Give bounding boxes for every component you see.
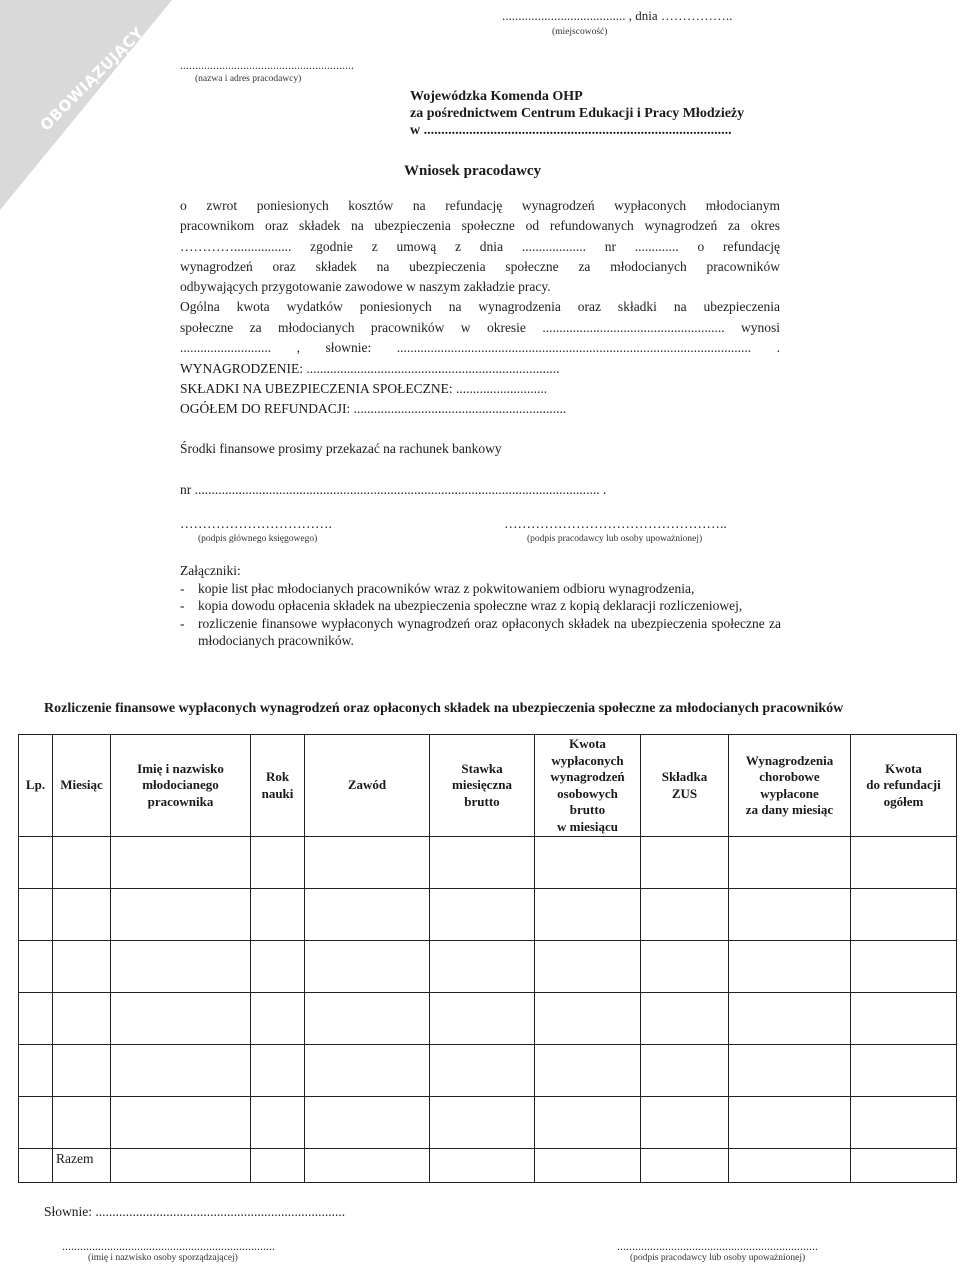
table-cell bbox=[641, 837, 729, 889]
column-header-month: Miesiąc bbox=[53, 735, 111, 837]
in-words-line: Słownie: .......................................................................... bbox=[44, 1204, 346, 1219]
table-cell bbox=[729, 941, 851, 993]
list-dash: - bbox=[180, 580, 185, 596]
table-row bbox=[19, 889, 957, 941]
total-row-label-cell bbox=[53, 1149, 111, 1183]
table-cell bbox=[305, 837, 430, 889]
list-dash: - bbox=[180, 615, 185, 631]
table-cell bbox=[535, 941, 641, 993]
total-row-cell bbox=[535, 1149, 641, 1183]
table-cell bbox=[251, 993, 305, 1045]
column-header-year: Rok nauki bbox=[251, 735, 305, 837]
employer-footer-dots: ................................................................... bbox=[617, 1239, 818, 1253]
table-cell bbox=[305, 889, 430, 941]
table-cell bbox=[111, 889, 251, 941]
table-cell bbox=[430, 1097, 535, 1149]
table-cell bbox=[851, 837, 957, 889]
table-cell bbox=[851, 1045, 957, 1097]
table-cell bbox=[535, 1045, 641, 1097]
chief-accountant-caption: (podpis głównego księgowego) bbox=[198, 534, 318, 544]
table-cell bbox=[111, 941, 251, 993]
place-date-line: ...................................... , dnia …………….. bbox=[502, 8, 733, 23]
table-cell bbox=[535, 837, 641, 889]
contributions-line: SKŁADKI NA UBEZPIECZENIA SPOŁECZNE: ........................... bbox=[180, 381, 548, 396]
table-cell bbox=[851, 1097, 957, 1149]
employer-dots: .......................................................... bbox=[180, 58, 354, 72]
stamp-text: OBOWIĄZUJĄCY bbox=[36, 23, 148, 135]
attachment-text: kopia dowodu opłacenia składek na ubezpieczenia społeczne wraz z kopią deklaracji rozliczeniowej, bbox=[198, 598, 743, 613]
table-cell bbox=[641, 889, 729, 941]
request-line: społeczne za młodocianych pracowników w okresie ...................................................... wynosi bbox=[180, 319, 780, 335]
table-cell bbox=[251, 1045, 305, 1097]
table-cell bbox=[851, 993, 957, 1045]
table-cell bbox=[535, 1097, 641, 1149]
attachments-block bbox=[180, 562, 781, 650]
total-label: Razem bbox=[56, 1151, 94, 1166]
addressee-block bbox=[410, 88, 744, 139]
place-caption: (miejscowość) bbox=[552, 27, 608, 37]
table-total-row bbox=[19, 1149, 957, 1183]
table-cell bbox=[535, 889, 641, 941]
request-line: odbywających przygotowanie zawodowe w naszym zakładzie pracy. bbox=[180, 279, 551, 295]
table-cell bbox=[641, 1097, 729, 1149]
total-row-cell bbox=[851, 1149, 957, 1183]
table-row bbox=[19, 993, 957, 1045]
employer-signature-caption: (podpis pracodawcy lub osoby upoważnionej) bbox=[527, 534, 703, 544]
table-cell bbox=[251, 837, 305, 889]
table-cell bbox=[729, 889, 851, 941]
chief-accountant-dots: ……………………………. bbox=[180, 516, 332, 531]
attachments-heading: Załączniki: bbox=[180, 563, 241, 578]
column-header-lp: Lp. bbox=[19, 735, 53, 837]
table-cell bbox=[251, 941, 305, 993]
table-cell bbox=[305, 941, 430, 993]
request-line: …………................. zgodnie z umową z dnia ................... nr ............. o refundację bbox=[180, 238, 780, 254]
preparer-caption: (imię i nazwisko osoby sporządzającej) bbox=[88, 1253, 238, 1263]
table-cell bbox=[729, 1097, 851, 1149]
table-cell bbox=[729, 837, 851, 889]
total-row-cell bbox=[251, 1149, 305, 1183]
attachment-item bbox=[180, 580, 781, 598]
document-title: Wniosek pracodawcy bbox=[404, 163, 542, 179]
table-cell bbox=[19, 993, 53, 1045]
total-row-cell bbox=[305, 1149, 430, 1183]
table-cell bbox=[53, 837, 111, 889]
table-row bbox=[19, 1045, 957, 1097]
bank-request: Środki finansowe prosimy przekazać na rachunek bankowy bbox=[180, 441, 502, 456]
column-header-rate: Stawka miesięczna brutto bbox=[430, 735, 535, 837]
table-cell bbox=[53, 941, 111, 993]
table-row bbox=[19, 837, 957, 889]
request-line: o zwrot poniesionych kosztów na refundację wynagrodzeń wypłaconych młodocianym bbox=[180, 198, 780, 213]
request-line: pracownikom oraz składek na ubezpieczenia społeczne od refundowanych wynagrodzeń za okres bbox=[180, 218, 780, 234]
table-row bbox=[19, 1097, 957, 1149]
total-row-cell bbox=[430, 1149, 535, 1183]
column-header-refund-total: Kwota do refundacji ogółem bbox=[851, 735, 957, 837]
table-cell bbox=[430, 1045, 535, 1097]
table-cell bbox=[430, 889, 535, 941]
table-cell bbox=[430, 993, 535, 1045]
column-header-name: Imię i nazwisko młodocianego pracownika bbox=[111, 735, 251, 837]
settlement-title: Rozliczenie finansowe wypłaconych wynagrodzeń oraz opłaconych składek na ubezpieczenia społeczne za młodocianych pracowników bbox=[44, 701, 844, 716]
table-cell bbox=[851, 889, 957, 941]
total-row-cell bbox=[729, 1149, 851, 1183]
request-line: wynagrodzeń oraz składek na ubezpieczenia społeczne za młodocianych pracowników bbox=[180, 258, 780, 274]
table-cell bbox=[430, 837, 535, 889]
table-cell bbox=[53, 889, 111, 941]
total-row-lp-cell bbox=[19, 1149, 53, 1183]
request-line: ........................... , słownie: ......................................................................................................... . bbox=[180, 340, 780, 356]
table-cell bbox=[305, 1045, 430, 1097]
table-cell bbox=[111, 993, 251, 1045]
table-cell bbox=[305, 993, 430, 1045]
table-cell bbox=[111, 1097, 251, 1149]
table-cell bbox=[53, 993, 111, 1045]
table-cell bbox=[19, 941, 53, 993]
table-cell bbox=[729, 993, 851, 1045]
total-row-cell bbox=[641, 1149, 729, 1183]
attachment-text: rozliczenie finansowe wypłaconych wynagrodzeń oraz opłaconych składek na ubezpieczenia społeczne za młodocianych pracowników. bbox=[198, 615, 781, 648]
table-cell bbox=[729, 1045, 851, 1097]
employer-caption: (nazwa i adres pracodawcy) bbox=[195, 74, 302, 84]
preparer-dots: ....................................................................... bbox=[62, 1239, 275, 1253]
table-cell bbox=[535, 993, 641, 1045]
addressee-line-1: Wojewódzka Komenda OHP bbox=[410, 89, 583, 104]
table-cell bbox=[430, 941, 535, 993]
addressee-line-3: w ........................................................................................ bbox=[410, 123, 732, 138]
list-dash: - bbox=[180, 598, 185, 613]
table-cell bbox=[53, 1045, 111, 1097]
column-header-profession: Zawód bbox=[305, 735, 430, 837]
table-cell bbox=[19, 1045, 53, 1097]
employer-footer-caption: (podpis pracodawcy lub osoby upoważnionej) bbox=[630, 1253, 806, 1263]
column-header-sick-pay: Wynagrodzenia chorobowe wypłacone za dany miesiąc bbox=[729, 735, 851, 837]
table-cell bbox=[251, 889, 305, 941]
settlement-table bbox=[18, 734, 957, 1183]
table-cell bbox=[641, 1045, 729, 1097]
bank-account-line: nr ........................................................................................................................ . bbox=[180, 482, 607, 497]
table-cell bbox=[305, 1097, 430, 1149]
wages-line: WYNAGRODZENIE: ........................................................................... bbox=[180, 361, 560, 376]
table-cell bbox=[19, 889, 53, 941]
table-cell bbox=[111, 837, 251, 889]
table-cell bbox=[19, 837, 53, 889]
attachment-item bbox=[180, 597, 781, 615]
employer-signature-dots: ………………………………………….. bbox=[504, 516, 727, 531]
table-header-row bbox=[19, 735, 957, 837]
table-cell bbox=[641, 993, 729, 1045]
attachment-text: kopie list płac młodocianych pracowników wraz z pokwitowaniem odbioru wynagrodzenia, bbox=[198, 580, 695, 596]
addressee-line-2: za pośrednictwem Centrum Edukacji i Pracy Młodzieży bbox=[410, 106, 745, 121]
corner-stamp bbox=[0, 0, 175, 210]
column-header-zus: Składka ZUS bbox=[641, 735, 729, 837]
table-cell bbox=[641, 941, 729, 993]
table-cell bbox=[53, 1097, 111, 1149]
request-line: Ogólna kwota wydatków poniesionych na wynagrodzenia oraz składki na ubezpieczenia bbox=[180, 299, 780, 315]
table-cell bbox=[111, 1045, 251, 1097]
table-cell bbox=[19, 1097, 53, 1149]
total-line: OGÓŁEM DO REFUNDACJI: ............................................................... bbox=[180, 401, 567, 416]
request-paragraph bbox=[180, 196, 780, 358]
table-row bbox=[19, 941, 957, 993]
table-cell bbox=[251, 1097, 305, 1149]
table-cell bbox=[851, 941, 957, 993]
column-header-paid-wages: Kwota wypłaconych wynagrodzeń osobowych brutto w miesiącu bbox=[535, 735, 641, 837]
attachment-item bbox=[180, 615, 781, 650]
total-row-cell bbox=[111, 1149, 251, 1183]
